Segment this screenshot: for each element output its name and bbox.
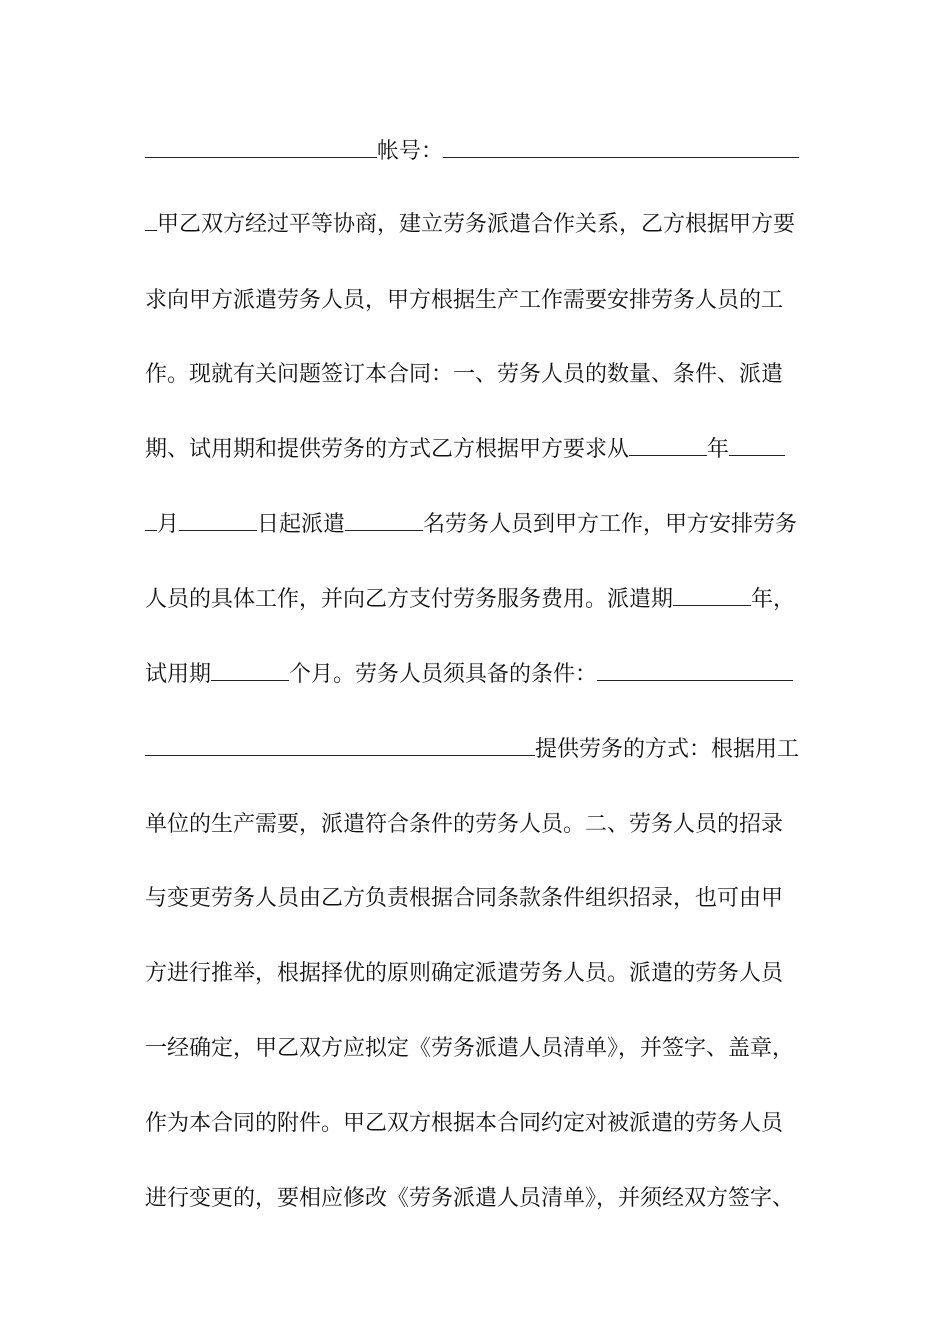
text-segment: 月 [157, 512, 180, 537]
text-line-3 [145, 283, 805, 319]
text-line-6 [145, 507, 805, 543]
text-line-8 [145, 657, 805, 693]
text-segment: 年， [751, 587, 796, 612]
text-segment: 年 [707, 437, 730, 462]
text-line-12 [145, 956, 805, 992]
text-segment: 期、试用期和提供劳务的方式乙方根据甲方要求从 [145, 437, 630, 462]
text-segment: 进行变更的，要相应修改《劳务派遣人员清单》，并须经双方签字、 [145, 1186, 795, 1211]
blank-field [443, 135, 799, 158]
text-line-10 [145, 807, 805, 843]
text-line-11 [145, 881, 805, 917]
text-segment: 作为本合同的附件。甲乙双方根据本合同约定对被派遣的劳务人员 [145, 1111, 784, 1136]
text-segment: 一经确定，甲乙双方应拟定《劳务派遣人员清单》，并签字、盖章， [145, 1036, 795, 1061]
text-segment: 试用期 [145, 662, 212, 687]
text-segment: 提供劳务的方式：根据用工 [535, 737, 800, 762]
text-line-5 [145, 432, 805, 468]
blank-field [145, 508, 157, 531]
text-line-14 [145, 1106, 805, 1142]
text-segment: 日起派遣 [257, 512, 346, 537]
text-line-4 [145, 357, 805, 393]
text-line-13 [145, 1031, 805, 1067]
blank-field [597, 658, 793, 681]
text-segment: 方进行推举，根据择优的原则确定派遣劳务人员。派遣的劳务人员 [145, 961, 784, 986]
account-label: 帐号： [377, 139, 444, 164]
text-line-2 [145, 207, 805, 243]
blank-field [345, 508, 423, 531]
blank-field [145, 733, 535, 756]
blank-field [179, 508, 257, 531]
text-segment: 与变更劳务人员由乙方负责根据合同条款条件组织招录，也可由甲 [145, 886, 784, 911]
text-segment: 求向甲方派遣劳务人员，甲方根据生产工作需要安排劳务人员的工 [145, 288, 784, 313]
blank-field [211, 658, 289, 681]
text-segment: 单位的生产需要，派遣符合条件的劳务人员。二、劳务人员的招录 [145, 812, 784, 837]
text-line-1 [145, 134, 805, 170]
text-segment: 个月。劳务人员须具备的条件： [289, 662, 598, 687]
text-line-15 [145, 1181, 805, 1217]
blank-field [145, 135, 377, 158]
blank-field [729, 433, 785, 456]
text-line-9 [145, 732, 805, 768]
text-segment: 作。现就有关问题签订本合同：一、劳务人员的数量、条件、派遣 [145, 362, 784, 387]
text-segment: 甲乙双方经过平等协商，建立劳务派遣合作关系，乙方根据甲方要 [157, 212, 796, 237]
text-segment: 人员的具体工作，并向乙方支付劳务服务费用。派遣期 [145, 587, 674, 612]
blank-field [145, 208, 157, 231]
text-segment: 名劳务人员到甲方工作，甲方安排劳务 [423, 512, 798, 537]
blank-field [629, 433, 707, 456]
text-line-7 [145, 582, 805, 618]
blank-field [673, 583, 751, 606]
